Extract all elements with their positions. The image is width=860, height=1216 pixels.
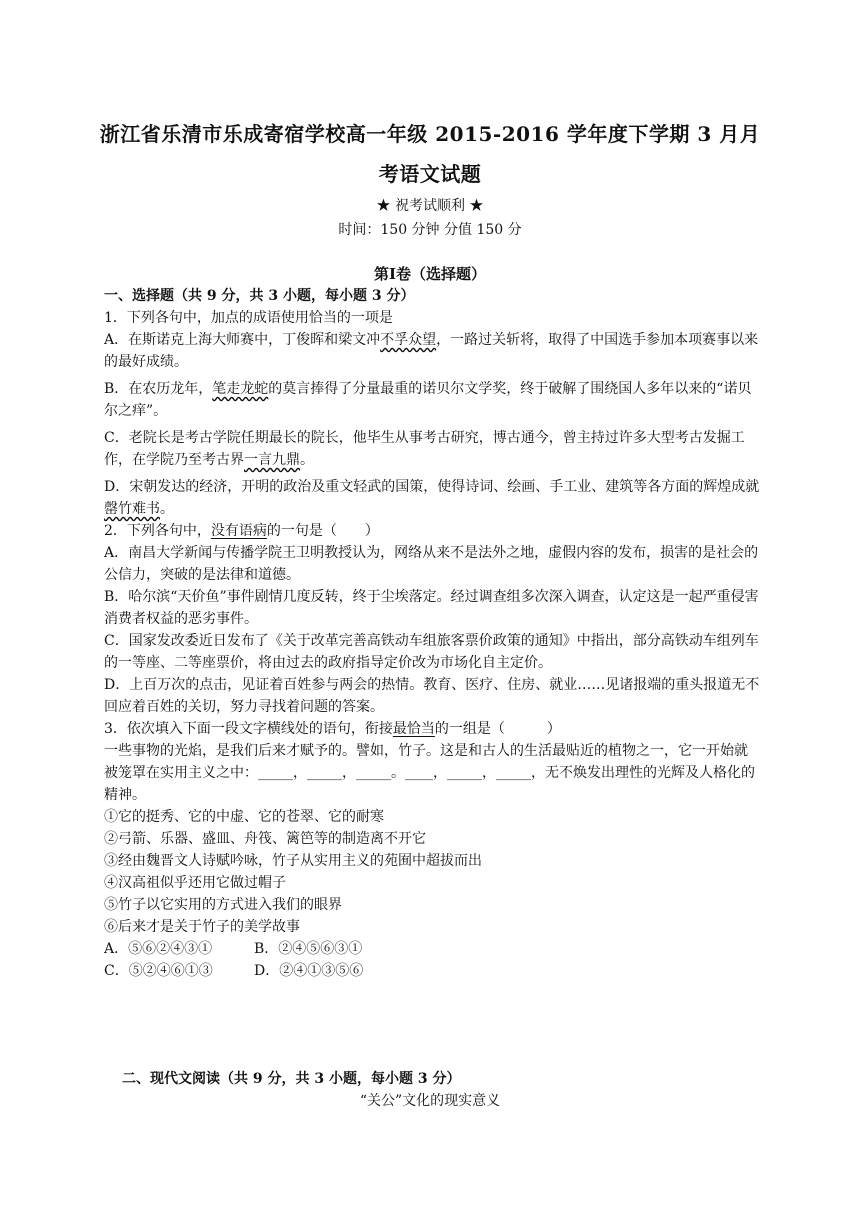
marked-idiom: 一言九鼎: [244, 452, 300, 468]
section2-heading: 二、现代文阅读（共 9 分，共 3 小题，每小题 3 分）: [122, 1071, 461, 1087]
underlined-phrase: 最恰当: [392, 721, 435, 737]
section1-heading: 一、选择题（共 9 分，共 3 小题，每小题 3 分）: [104, 288, 415, 304]
question3-item: ⑥后来才是关于竹子的美学故事: [104, 919, 300, 935]
question3-item: ①它的挺秀、它的中虚、它的苍翠、它的耐寒: [104, 809, 384, 825]
question1-option-b: B．在农历龙年，笔走龙蛇的莫言捧得了分量最重的诺贝尔文学奖，终于破解了围绕国人多年以来的“诺贝尔之痒”。: [104, 381, 752, 419]
question3-stem: 3．依次填入下面一段文字横线处的语句，衔接最恰当的一组是（ ）: [104, 721, 561, 737]
question1-option-c: C．老院长是考古学院任期最长的院长，他毕生从事考古研究，博古通今，曾主持过许多大型考古发掘工作，在学院乃至考古界一言九鼎。: [104, 430, 745, 468]
question3-option-c: C．⑤②④⑥①③: [104, 963, 213, 979]
question1-option-d: D．宋朝发达的经济，开明的政治及重文轻武的国策，使得诗词、绘画、手工业、建筑等各方面的辉煌成就罄竹难书。: [104, 479, 760, 517]
underlined-phrase: 没有语病: [210, 523, 267, 539]
question1-option-a: A．在斯诺克上海大师赛中，丁俊晖和梁文冲不孚众望，一路过关斩将，取得了中国选手参加本项赛事以来的最好成绩。: [104, 332, 759, 370]
question3-options-row2: [104, 960, 760, 982]
exam-title-line1: 浙江省乐清市乐成寄宿学校高一年级 2015-2016 学年度下学期 3 月月: [99, 122, 761, 146]
question1-stem: 1．下列各句中，加点的成语使用恰当的一项是: [104, 310, 393, 326]
question2-option-a: A．南昌大学新闻与传播学院王卫明教授认为，网络从来不是法外之地，虚假内容的发布，损害的是社会的公信力，突破的是法律和道德。: [104, 545, 759, 583]
question2-option-b: B．哈尔滨“天价鱼”事件剧情几度反转，终于尘埃落定。经过调查组多次深入调查，认定这是一起严重侵害消费者权益的恶劣事件。: [104, 589, 759, 627]
marked-idiom: 不孚众望: [380, 332, 437, 348]
question3-option-d: D．②④①③⑤⑥: [254, 963, 364, 979]
question2-option-d: D．上百万次的点击，见证着百姓参与两会的热情。教育、医疗、住房、就业……见诸报端的重头报道无不回应着百姓的关切，努力寻找着问题的答案。: [104, 677, 760, 715]
question3-item: ③经由魏晋文人诗赋吟咏，竹子从实用主义的苑囿中超拔而出: [104, 853, 482, 869]
question3-options-row1: [104, 938, 760, 960]
question3-passage: 一些事物的光焰，是我们后来才赋予的。譬如，竹子。这是和古人的生活最贴近的植物之一，它一开始就被笼罩在实用主义之中：_____，_____，_____。____，_____，_____，无不焕发出理性的光辉及人格化的精神。: [104, 743, 755, 803]
section1-content: [104, 285, 760, 982]
question2-option-c: C．国家发改委近日发布了《关于改革完善高铁动车组旅客票价政策的通知》中指出，部分高铁动车组列车的一等座、二等座票价，将由过去的政府指导定价改为市场化自主定价。: [104, 633, 759, 671]
question3-item: ②弓箭、乐器、盛皿、舟筏、篱笆等的制造离不开它: [104, 831, 426, 847]
marked-idiom: 笔走龙蛇: [212, 381, 269, 397]
exam-title-line2: 考语文试题: [378, 162, 482, 186]
marked-idiom: 罄竹难书: [104, 501, 160, 517]
question2-stem: 2．下列各句中，没有语病的一句是（ ）: [104, 523, 379, 539]
time-and-score-info: 时间：150 分钟 分值 150 分: [338, 222, 522, 238]
question3-item: ⑤竹子以它实用的方式进入我们的眼界: [104, 897, 342, 913]
part1-heading: 第Ⅰ卷（选择题）: [373, 265, 487, 283]
question3-option-a: A．⑤⑥②④③①: [104, 941, 213, 957]
good-luck-note: ★ 祝考试顺利 ★: [376, 198, 484, 214]
question3-option-b: B．②④⑤⑥③①: [254, 941, 363, 957]
question3-item: ④汉高祖似乎还用它做过帽子: [104, 875, 286, 891]
article-title: “关公”文化的现实意义: [359, 1093, 501, 1109]
